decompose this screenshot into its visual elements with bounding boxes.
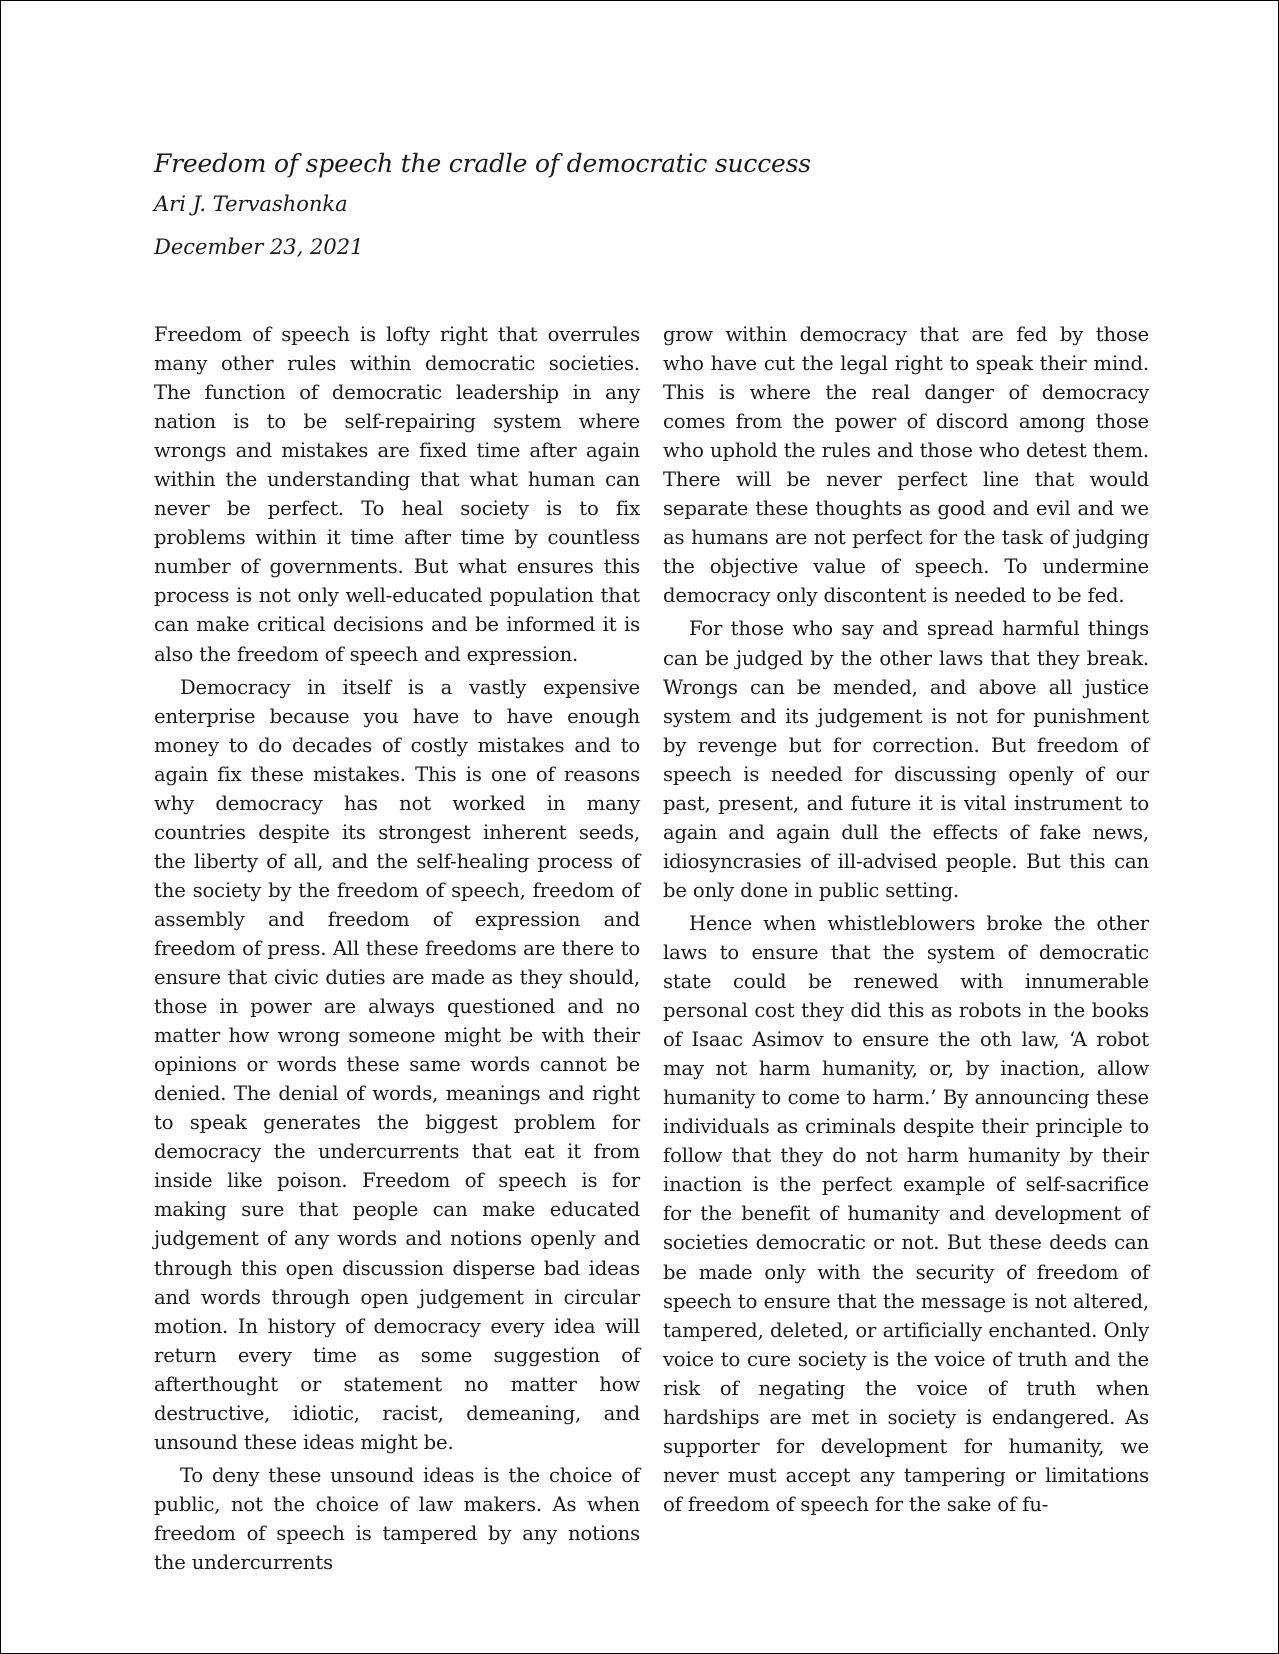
paragraph: grow within democracy that are fed by those who have cut the legal right to speak their mind. This is where the real danger of democracy comes from the power of discord among those who uphold the rules and those who detest them. There will be never perfect line that would separate these thoughts as good and evil and we as humans are not perfect for the task of judging the objective value of speech. To undermine democracy only discontent is needed to be fed. [663,323,1149,608]
body-columns [154,320,1149,1620]
left-column [154,320,640,1620]
document-title: Freedom of speech the cradle of democratic success [154,149,811,178]
paragraph: Hence when whistleblowers broke the other laws to ensure that the system of democratic state could be renewed with innumerable personal cost they did this as robots in the books of Isaac Asimov to ensure the oth law, ‘A robot may not harm humanity, or, by inaction, allow humanity to come to harm.’ By announcing these individuals as criminals despite their principle to follow that they do not harm humanity by their inaction is the perfect example of self-sacrifice for the benefit of humanity and development of societies democratic or not. But these deeds can be made only with the security of freedom of speech to ensure that the message is not altered, tampered, deleted, or artificially enchanted. Only voice to cure society is the voice of truth and the risk of negating the voice of truth when hardships are met in society is endangered. As supporter for development for humanity, we never must accept any tampering or limitations of freedom of speech for the sake of fu- [663,911,1149,1516]
paragraph: To deny these unsound ideas is the choice of public, not the choice of law makers. As when freedom of speech is tampered by any notions the undercurrents [154,1463,640,1574]
right-column [663,320,1149,1620]
paragraph: Freedom of speech is lofty right that overrules many other rules within democratic societies. The function of democratic leadership in any nation is to be self-repairing system where wrongs and mistakes are fixed time after again within the understanding that what human can never be perfect. To heal society is to fix problems within it time after time by countless number of governments. But what ensures this process is not only well-educated population that can make critical decisions and be informed it is also the freedom of speech and expression. [154,323,640,666]
document-date: December 23, 2021 [154,235,364,259]
document-author: Ari J. Tervashonka [154,192,348,216]
paragraph: Democracy in itself is a vastly expensive enterprise because you have to have enough money to do decades of costly mistakes and to again fix these mistakes. This is one of reasons why democracy has not worked in many countries despite its strongest inherent seeds, the liberty of all, and the self-healing process of the society by the freedom of speech, freedom of assembly and freedom of expression and freedom of press. All these freedoms are there to ensure that civic duties are made as they should, those in power are always questioned and no matter how wrong someone might be with their opinions or words these same words cannot be denied. The denial of words, meanings and right to speak generates the biggest problem for democracy the undercurrents that eat it from inside like poison. Freedom of speech is for making sure that people can make educated judgement of any words and notions openly and through this open discussion disperse bad ideas and words through open judgement in circular motion. In history of democracy every idea will return every time as some suggestion of afterthought or statement no matter how destructive, idiotic, racist, demeaning, and unsound these ideas might be. [154,675,640,1454]
paragraph: For those who say and spread harmful things can be judged by the other laws that they break. Wrongs can be mended, and above all justice system and its judgement is not for punishment by revenge but for correction. But freedom of speech is needed for discussing openly of our past, present, and future it is vital instrument to again and again dull the effects of fake news, idiosyncrasies of ill-advised people. But this can be only done in public setting. [663,617,1149,902]
title-block [154,147,1154,275]
